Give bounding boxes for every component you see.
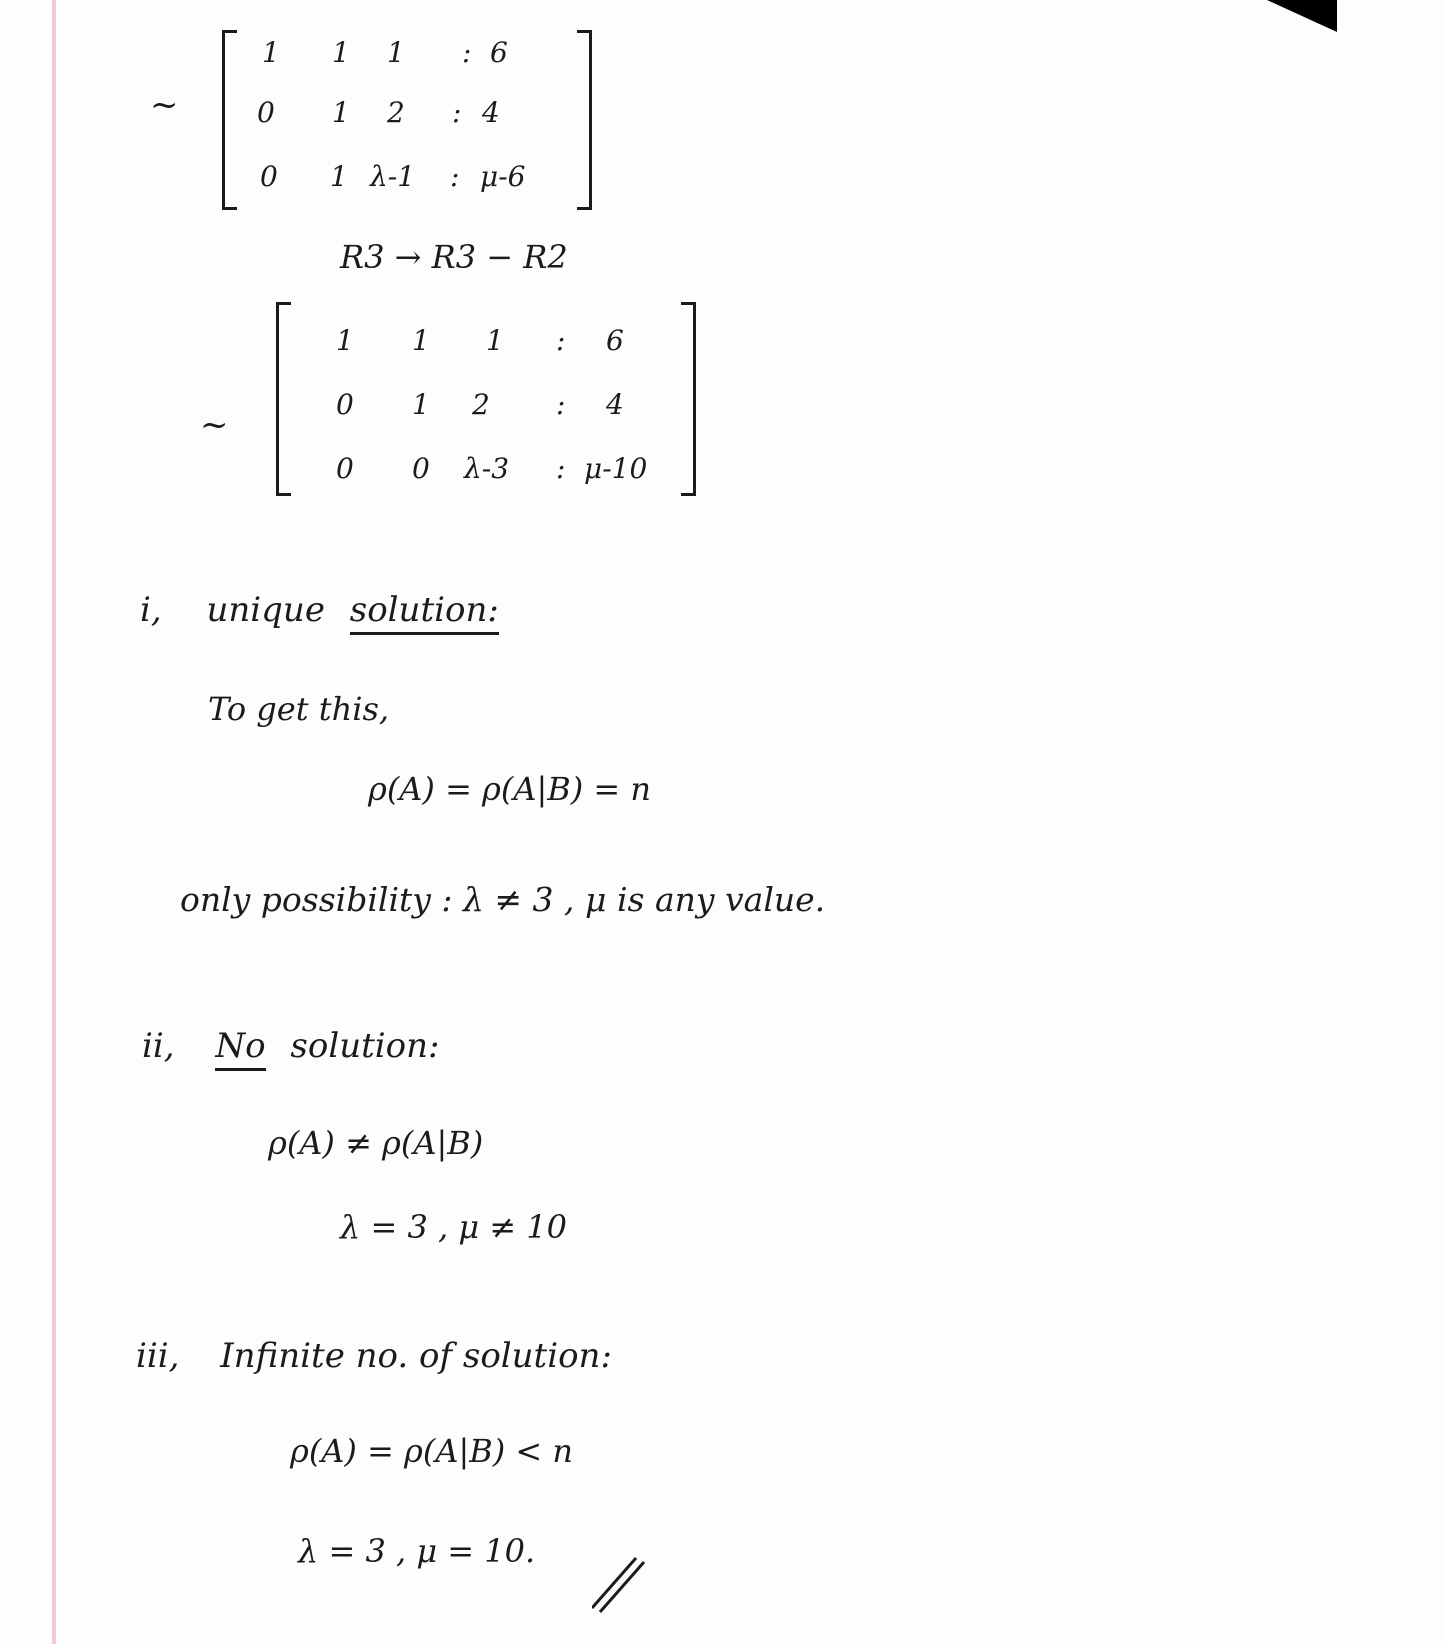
matrix-cell: 1 [332,96,350,129]
heading-underlined-text: solution: [350,590,499,635]
case-label: iii, [136,1336,180,1376]
matrix-cell: 6 [606,324,624,357]
matrix-cell: : [556,388,566,421]
heading-underlined-text: No [215,1026,265,1071]
case-1-intro: To get this, [208,690,390,728]
augmented-matrix-1 [222,30,592,210]
case-1-rank-condition: ρ(A) = ρ(A|B) = n [368,770,651,808]
matrix-cell: : [450,160,460,193]
matrix-cell: : [556,324,566,357]
matrix-cell: 1 [412,324,430,357]
heading-text: Infinite no. of solution: [220,1336,612,1376]
matrix-cell: 1 [336,324,354,357]
tilde-symbol: ~ [200,405,229,445]
margin-line [52,0,56,1644]
matrix-cell: 0 [336,452,354,485]
matrix-cell: 1 [332,36,350,69]
case-3-result: λ = 3 , μ = 10. [298,1532,536,1570]
matrix-cell: : [452,96,462,129]
matrix-cell: 1 [262,36,280,69]
matrix-cell: 4 [482,96,500,129]
matrix-cell: μ-6 [480,160,526,193]
heading-text: unique [206,590,325,630]
matrix-cell: 4 [606,388,624,421]
case-3-heading [136,1336,612,1376]
right-bracket [577,30,592,210]
matrix-cell: 1 [330,160,348,193]
case-3-rank-condition: ρ(A) = ρ(A|B) < n [290,1432,573,1470]
matrix-cell: 0 [260,160,278,193]
case-1-result: only possibility : λ ≠ 3 , μ is any value. [180,880,826,919]
matrix-cell: 6 [490,36,508,69]
matrix-cell: λ-1 [370,160,416,193]
matrix-cell: : [462,36,472,69]
tilde-symbol: ~ [150,85,179,125]
matrix-cell: 1 [387,36,405,69]
row-operation: R3 → R3 − R2 [340,238,568,276]
case-2-heading [142,1026,439,1066]
matrix-cell: 2 [472,388,490,421]
matrix-cell: 2 [387,96,405,129]
matrix-cell: μ-10 [584,452,648,485]
matrix-cell: 0 [412,452,430,485]
case-1-heading [140,590,499,630]
page-corner-shadow [1267,0,1337,32]
matrix-cell: 1 [412,388,430,421]
right-bracket [681,302,696,496]
case-label: i, [140,590,162,630]
case-2-result: λ = 3 , μ ≠ 10 [340,1208,567,1246]
augmented-matrix-2 [276,302,696,496]
matrix-cell: λ-3 [464,452,510,485]
matrix-cell: 0 [257,96,275,129]
case-2-rank-condition: ρ(A) ≠ ρ(A|B) [268,1124,484,1162]
matrix-cell: : [556,452,566,485]
matrix-cell: 1 [486,324,504,357]
left-bracket [276,302,291,496]
heading-text: solution: [290,1026,440,1066]
double-slash-mark [592,1556,652,1616]
matrix-cell: 0 [336,388,354,421]
case-label: ii, [142,1026,175,1066]
left-bracket [222,30,237,210]
